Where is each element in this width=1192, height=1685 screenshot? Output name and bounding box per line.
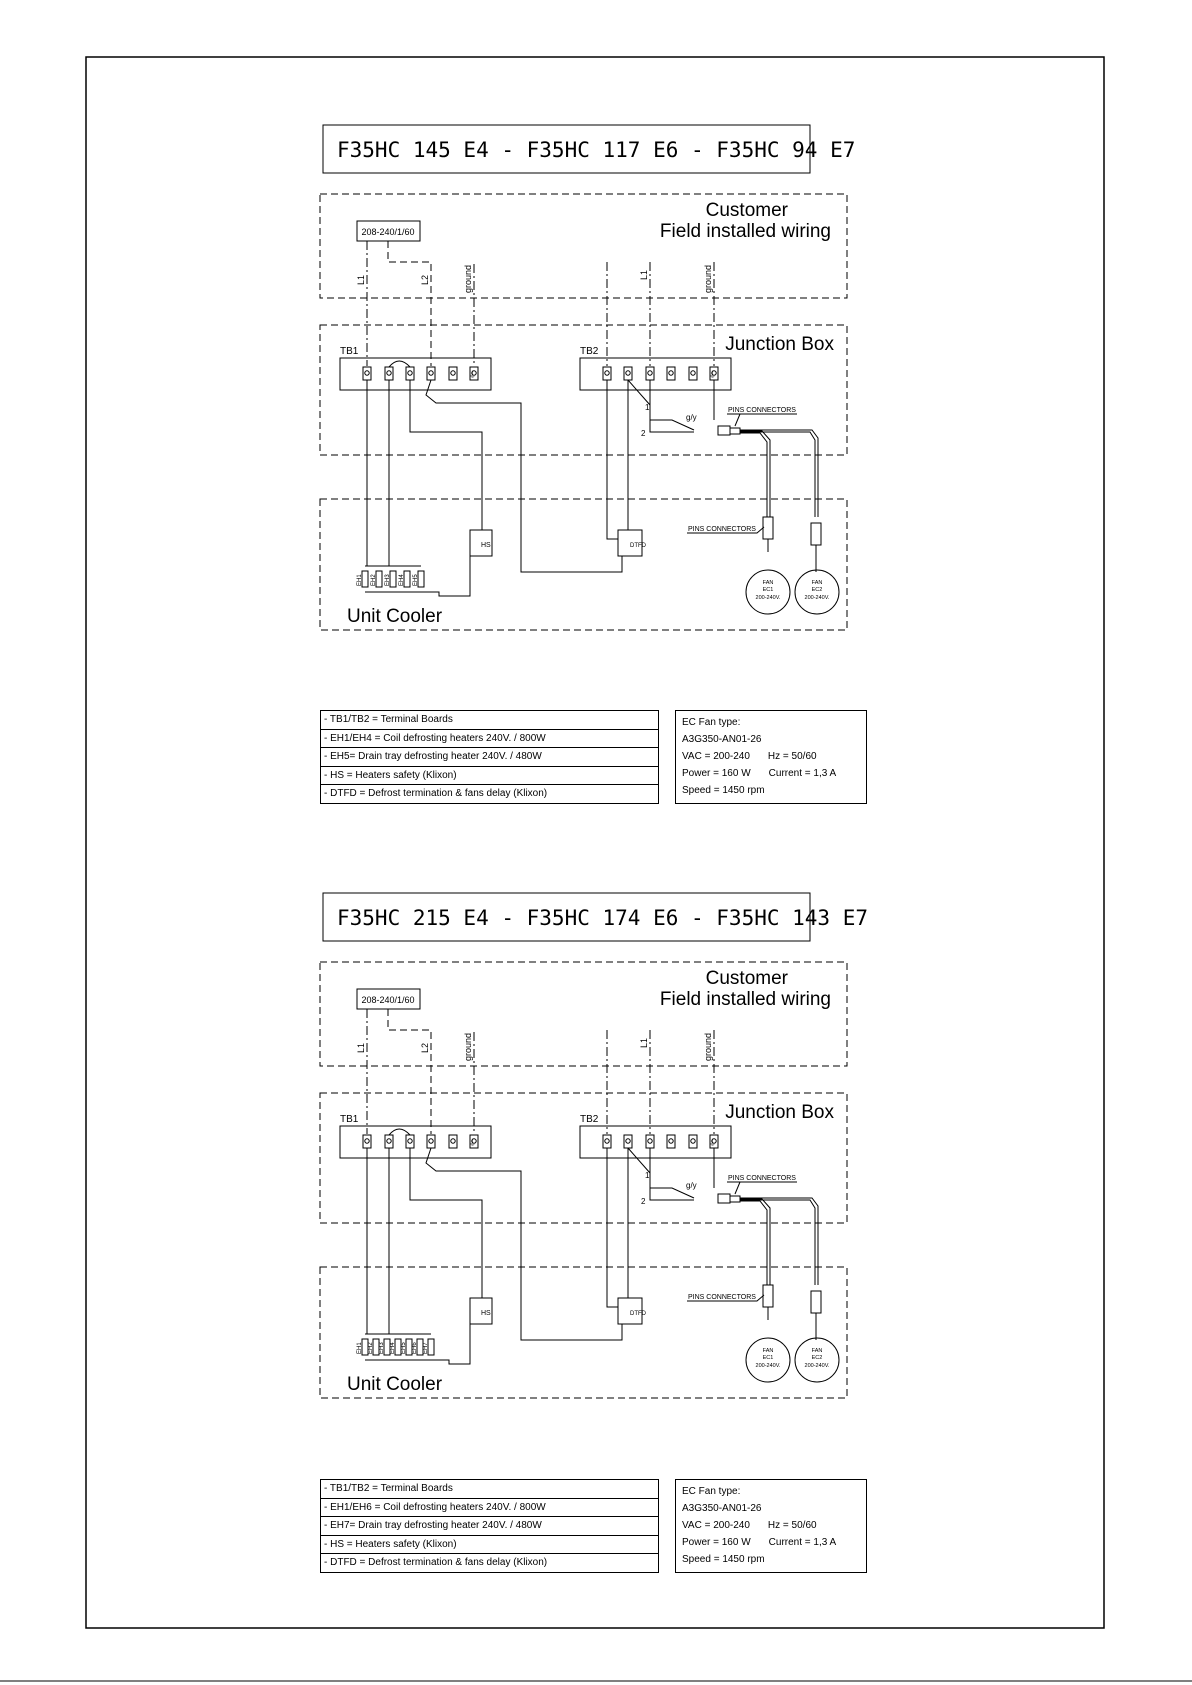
tb1-label: TB1 [340, 1114, 359, 1125]
page-frame [86, 57, 1104, 1628]
wire-tb2-fan-2 [628, 380, 694, 432]
pins-connectors-label-bottom: PINS CONNECTORS [688, 526, 756, 533]
unit-cooler-label: Unit Cooler [347, 1374, 443, 1395]
fan-cable-1a [740, 431, 770, 517]
fan-cable-1b [740, 1201, 767, 1285]
earth-symbol-tb1: ⏚ [468, 370, 478, 380]
legend-row: - DTFD = Defrost termination & fans delay (Klixon) [324, 788, 548, 800]
wire-label-2: 2 [641, 1197, 646, 1206]
fan-ec2-label-1: FAN [811, 1348, 823, 1354]
tb2-label: TB2 [580, 346, 599, 357]
wire-label-tb2-ground: ground [703, 264, 713, 293]
fan-ec2-label-1: FAN [811, 580, 823, 586]
fan-hz: Hz = 50/60 [767, 751, 817, 762]
unit-cooler-label: Unit Cooler [347, 606, 443, 627]
fan-type-label: EC Fan type: [682, 717, 741, 728]
wire-tb2-fan-2 [628, 1148, 694, 1200]
fan-connector-1 [763, 1285, 773, 1307]
fan-vac: VAC = 200-240 [682, 1520, 750, 1531]
heater-label: EH5 [413, 574, 419, 586]
tb1-bridge [389, 361, 410, 367]
fan-power-current [682, 765, 860, 782]
field-installed-wiring-label: Field installed wiring [659, 221, 831, 242]
fan-current: Current = 1,3 A [768, 768, 837, 779]
fan-ec2-label-3: 200-240V. [804, 1363, 830, 1369]
pins-connector-socket [730, 428, 740, 434]
wire-tb1-t4-dtfd [426, 380, 622, 572]
legend-row: - HS = Heaters safety (Klixon) [321, 767, 658, 786]
wire-tb1-t4-dtfd [426, 1148, 622, 1340]
tb2-terminal [667, 367, 675, 380]
tb2-terminal-screw [626, 1139, 630, 1143]
tb2-terminal-screw [626, 371, 630, 375]
legend-row: - TB1/TB2 = Terminal Boards [321, 1480, 658, 1499]
tb2-terminal [689, 1135, 697, 1148]
tb1-terminal-screw [387, 1139, 391, 1143]
heater-label: EH4 [390, 1342, 396, 1354]
fan-cable-2b [740, 1200, 815, 1285]
wire-label-gy: g/y [686, 1181, 697, 1190]
fan-power-current [682, 1534, 860, 1551]
legend-row: - TB1/TB2 = Terminal Boards [321, 711, 658, 730]
legend-row: - DTFD = Defrost termination & fans delay (Klixon) [324, 1557, 548, 1569]
tb1-terminal [427, 1135, 435, 1148]
wire-hs-heaters [431, 1324, 470, 1364]
wire-label-tb2-ground: ground [703, 1032, 713, 1061]
legend-row: - EH1/EH6 = Coil defrosting heaters 240V. / 800W [321, 1499, 658, 1518]
tb2-terminal-screw [691, 1139, 695, 1143]
tb1-terminal-screw [429, 1139, 433, 1143]
heater-label: EH3 [379, 1342, 385, 1354]
tb2-terminal-screw [605, 371, 609, 375]
junction-box-label: Junction Box [725, 334, 834, 355]
field-wire-l2 [388, 1009, 431, 1134]
pins-connectors-label-bottom: PINS CONNECTORS [688, 1294, 756, 1301]
pins-leader-top-arrow [735, 1182, 740, 1194]
tb2-terminal-screw [605, 1139, 609, 1143]
fan-ec2-label-2: EC2 [811, 587, 823, 593]
tb1-terminal-screw [451, 1139, 455, 1143]
fan-ec1-label-3: 200-240V. [755, 1363, 781, 1369]
wire-label-l2: L2 [420, 274, 430, 285]
diagram-title: F35HC 145 E4 - F35HC 117 E6 - F35HC 94 E7 [337, 138, 856, 162]
wire-label-l2: L2 [420, 1042, 430, 1053]
fan-ec1-label-2: EC1 [762, 587, 774, 593]
tb1-terminal-screw [387, 371, 391, 375]
fan-ec1-label-2: EC1 [762, 1355, 774, 1361]
dtfd-label: DTFD [630, 1311, 646, 1317]
hs-label: HS [481, 542, 491, 549]
tb1-terminal-screw [451, 371, 455, 375]
fan-spec-box-2 [675, 1479, 867, 1573]
wire-hs-heaters [421, 556, 470, 596]
tb2-terminal [646, 1135, 654, 1148]
wire-tb2-fan-1 [650, 380, 694, 430]
fan-model: A3G350-AN01-26 [682, 1503, 762, 1514]
tb1-terminal [449, 367, 457, 380]
wire-label-1: 1 [645, 1171, 650, 1180]
wire-label-tb2-l1: L1 [639, 1037, 649, 1048]
wire-label-ground: ground [463, 264, 473, 293]
wire-tb2-t1-dtfd [607, 380, 618, 539]
tb1-terminal [449, 1135, 457, 1148]
legend-row: - EH1/EH4 = Coil defrosting heaters 240V. / 800W [321, 730, 658, 749]
tb1-terminal [427, 367, 435, 380]
fan-voltage-frequency [682, 1517, 860, 1534]
tb2-terminal [689, 367, 697, 380]
legend-box-2 [320, 1479, 659, 1573]
tb2-terminal-screw [648, 1139, 652, 1143]
wire-label-l1: L1 [356, 1042, 366, 1053]
fan-vac: VAC = 200-240 [682, 751, 750, 762]
supply-label: 208-240/1/60 [361, 227, 415, 237]
field-installed-wiring-label: Field installed wiring [659, 989, 831, 1010]
fan-connector-1 [763, 517, 773, 539]
tb2-terminal-screw [669, 1139, 673, 1143]
pins-connector-socket [730, 1196, 740, 1202]
tb2-terminal [603, 1135, 611, 1148]
heater-label: EH1 [357, 574, 363, 586]
fan-hz: Hz = 50/60 [767, 1520, 817, 1531]
diagram-title: F35HC 215 E4 - F35HC 174 E6 - F35HC 143 E7 [337, 906, 869, 930]
earth-symbol-tb2: ⏚ [708, 1138, 718, 1148]
wire-label-l1: L1 [356, 274, 366, 285]
fan-ec1-label-1: FAN [762, 1348, 774, 1354]
tb1-bridge [389, 1129, 410, 1135]
fan-cable-2b [740, 432, 815, 517]
pins-connectors-label-top: PINS CONNECTORS [728, 407, 796, 414]
fan-model: A3G350-AN01-26 [682, 734, 762, 745]
fan-ec2-label-2: EC2 [811, 1355, 823, 1361]
tb1-terminal [385, 367, 393, 380]
tb2-terminal [603, 367, 611, 380]
pins-connectors-label-top: PINS CONNECTORS [728, 1175, 796, 1182]
customer-label: Customer [705, 200, 788, 221]
tb2-terminal [624, 1135, 632, 1148]
pins-connector-plug [718, 1194, 730, 1203]
customer-label: Customer [705, 968, 788, 989]
tb1-terminal [363, 1135, 371, 1148]
wire-label-tb2-l1: L1 [639, 269, 649, 280]
fan-power: Power = 160 W [682, 1537, 751, 1548]
pins-connector-plug [718, 426, 730, 435]
dtfd-label: DTFD [630, 543, 646, 549]
tb2-terminal-screw [648, 371, 652, 375]
fan-ec1-label-1: FAN [762, 580, 774, 586]
heater-label: EH1 [357, 1342, 363, 1354]
fan-cable-1a [740, 1199, 770, 1285]
tb1-label: TB1 [340, 346, 359, 357]
fan-cable-2a [740, 1198, 818, 1285]
heater-label: EH3 [385, 574, 391, 586]
tb2-terminal [646, 367, 654, 380]
fan-speed: Speed = 1450 rpm [682, 1554, 765, 1565]
tb1-terminal [406, 1135, 414, 1148]
tb2-terminal [667, 1135, 675, 1148]
pins-leader-top-arrow [735, 414, 740, 426]
tb1-terminal-screw [408, 1139, 412, 1143]
tb2-label: TB2 [580, 1114, 599, 1125]
fan-ec2-label-3: 200-240V. [804, 595, 830, 601]
tb1-terminal-screw [408, 371, 412, 375]
legend-box-1 [320, 710, 659, 804]
legend-row: - HS = Heaters safety (Klixon) [321, 1536, 658, 1555]
heater-label: EH5 [401, 1342, 407, 1354]
tb1-terminal [406, 367, 414, 380]
tb2-terminal [624, 367, 632, 380]
hs-label: HS [481, 1310, 491, 1317]
wire-label-2: 2 [641, 429, 646, 438]
tb1-terminal [363, 367, 371, 380]
heater-label: EH2 [371, 574, 377, 586]
fan-spec-box-1 [675, 710, 867, 804]
earth-symbol-tb2: ⏚ [708, 370, 718, 380]
fan-power: Power = 160 W [682, 768, 751, 779]
legend-row: - EH5= Drain tray defrosting heater 240V. / 480W [321, 748, 658, 767]
tb1-terminal [385, 1135, 393, 1148]
heater-label: EH7 [423, 1342, 429, 1354]
wire-tb2-fan-1 [650, 1148, 694, 1198]
fan-voltage-frequency [682, 748, 860, 765]
junction-box-label: Junction Box [725, 1102, 834, 1123]
wiring-diagram-2 [320, 893, 868, 1398]
heater-label: EH2 [368, 1342, 374, 1354]
earth-symbol-tb1: ⏚ [468, 1138, 478, 1148]
supply-label: 208-240/1/60 [361, 995, 415, 1005]
fan-connector-2 [811, 1291, 821, 1313]
tb1-terminal-screw [429, 371, 433, 375]
fan-cable-2a [740, 430, 818, 517]
fan-current: Current = 1,3 A [768, 1537, 837, 1548]
wire-label-gy: g/y [686, 413, 697, 422]
fan-speed: Speed = 1450 rpm [682, 785, 765, 796]
tb1-terminal-screw [365, 371, 369, 375]
field-wire-l2 [388, 241, 431, 366]
fan-type-label: EC Fan type: [682, 1486, 741, 1497]
wire-tb2-t1-dtfd [607, 1148, 618, 1307]
heater-label: EH4 [399, 574, 405, 586]
fan-cable-1b [740, 433, 767, 517]
tb2-terminal-screw [691, 371, 695, 375]
tb2-terminal-screw [669, 371, 673, 375]
heater-label: EH6 [412, 1342, 418, 1354]
legend-row: - EH7= Drain tray defrosting heater 240V. / 480W [321, 1517, 658, 1536]
wire-label-ground: ground [463, 1032, 473, 1061]
fan-connector-2 [811, 523, 821, 545]
tb1-terminal-screw [365, 1139, 369, 1143]
wire-label-1: 1 [645, 403, 650, 412]
wiring-diagram-1 [320, 125, 855, 630]
fan-ec1-label-3: 200-240V. [755, 595, 781, 601]
